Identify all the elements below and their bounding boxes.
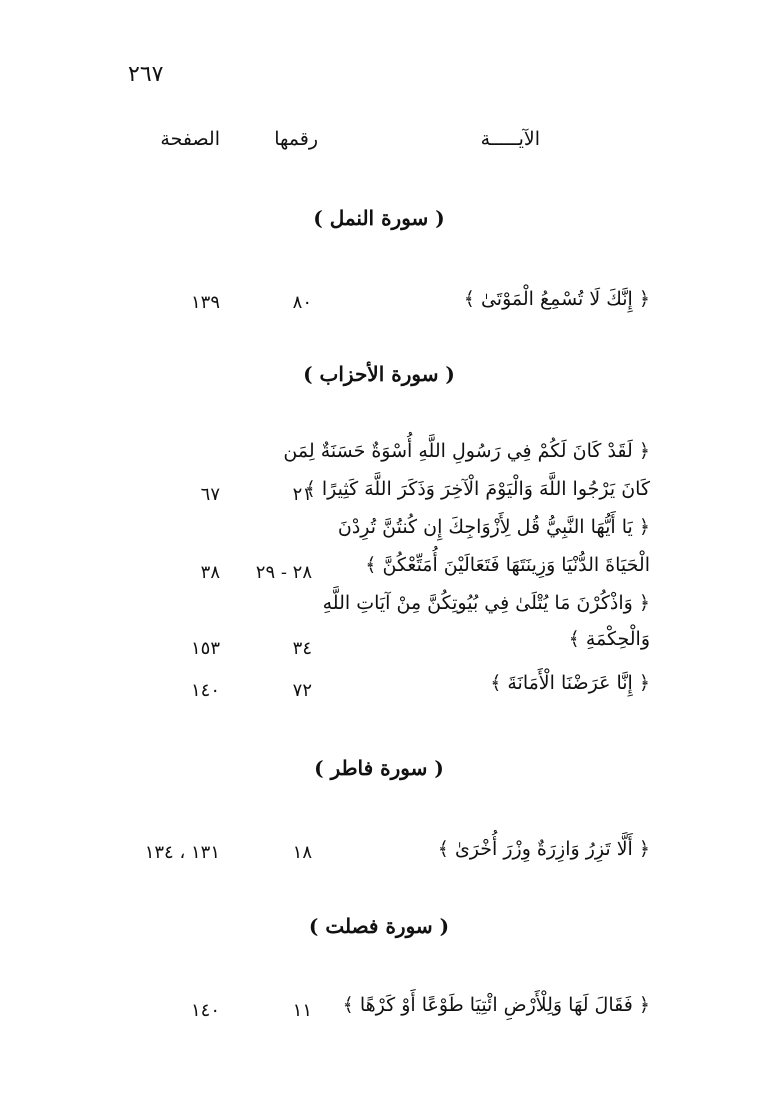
page-reference: ١٣١ ، ١٣٤ xyxy=(144,842,220,863)
ayah-number: ٨٠ xyxy=(292,292,312,313)
page-column-header: الصفحة xyxy=(160,128,220,150)
ayah-number: ٣٤ xyxy=(292,638,312,659)
ayah-number: ١٨ xyxy=(292,842,312,863)
surah-title-al-ahzab: ( سورة الأحزاب ) xyxy=(303,362,455,386)
surah-title-an-naml: ( سورة النمل ) xyxy=(313,206,445,230)
verse-line: ﴿ لَقَدْ كَانَ لَكُمْ فِي رَسُولِ اللَّهِ أُسْوَةٌ حَسَنَةٌ لِمَن xyxy=(283,440,650,462)
verse-line: كَانَ يَرْجُوا اللَّهَ وَالْيَوْمَ الْآخِرَ وَذَكَرَ اللَّهَ كَثِيرًا ﴾ xyxy=(304,478,650,500)
verse-line: ﴿ فَقَالَ لَهَا وَلِلْأَرْضِ ائْتِيَا طَوْعًا أَوْ كَرْهًا ﴾ xyxy=(342,994,650,1016)
page-reference: ١٤٠ xyxy=(190,1000,220,1021)
verse-line: ﴿ إِنَّكَ لَا تُسْمِعُ الْمَوْتَىٰ ﴾ xyxy=(463,288,650,310)
ayah-number: ١١ xyxy=(292,1000,312,1021)
verse-column-header: الآيـــــة xyxy=(480,128,540,150)
ayah-number: ٢٨ - ٢٩ xyxy=(255,562,312,583)
verse-line: ﴿ أَلَّا تَزِرُ وَازِرَةٌ وِزْرَ أُخْرَىٰ ﴾ xyxy=(437,838,650,860)
page-reference: ١٥٣ xyxy=(190,638,220,659)
page-reference: ١٣٩ xyxy=(190,292,220,313)
verse-line: ﴿ إِنَّا عَرَضْنَا الْأَمَانَةَ ﴾ xyxy=(490,672,650,694)
surah-title-fatir: ( سورة فاطر ) xyxy=(314,756,444,780)
surah-title-fussilat: ( سورة فصلت ) xyxy=(308,914,450,938)
verse-line: ﴿ وَاذْكُرْنَ مَا يُتْلَىٰ فِي بُيُوتِكُنَّ مِنْ آيَاتِ اللَّهِ xyxy=(322,592,650,614)
page-reference: ٣٨ xyxy=(200,562,220,583)
verse-line: ﴿ يَا أَيُّهَا النَّبِيُّ قُل لِأَزْوَاجِكَ إِن كُنتُنَّ تُرِدْنَ xyxy=(337,516,650,538)
page-reference: ٦٧ xyxy=(200,484,220,505)
verse-line: الْحَيَاةَ الدُّنْيَا وَزِينَتَهَا فَتَعَالَيْنَ أُمَتِّعْكُنَّ ﴾ xyxy=(365,554,650,576)
verse-line: وَالْحِكْمَةِ ﴾ xyxy=(568,628,650,650)
ayah-number: ٢١ xyxy=(292,484,312,505)
page-reference: ١٤٠ xyxy=(190,680,220,701)
page-number: ٢٦٧ xyxy=(128,62,164,87)
number-column-header: رقمها xyxy=(274,128,318,150)
ayah-number: ٧٢ xyxy=(292,680,312,701)
